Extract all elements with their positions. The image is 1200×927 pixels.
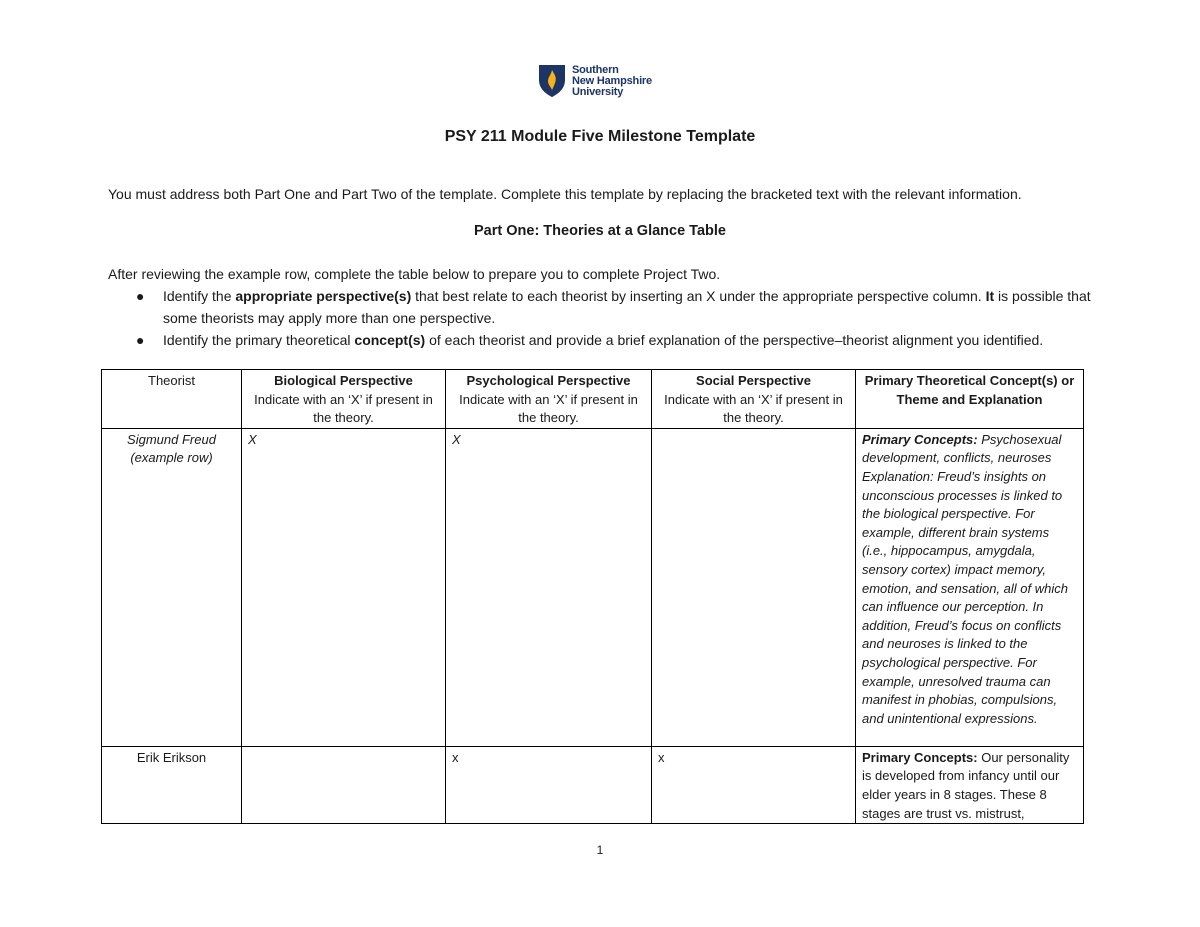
bullet-1-text-a: Identify the (163, 288, 236, 304)
psychological-cell[interactable]: X (446, 428, 652, 746)
table-header-row (102, 370, 1084, 429)
header-theorist (102, 370, 242, 429)
header-social-title: Social Perspective (696, 373, 811, 388)
part-one-heading: Part One: Theories at a Glance Table (474, 223, 726, 239)
biological-cell[interactable] (242, 746, 446, 823)
logo-line-1: Southern (572, 63, 619, 76)
theorist-cell[interactable]: Erik Erikson (102, 746, 242, 823)
bullet-1-bold-2: It (985, 288, 995, 304)
header-psychological-sub: Indicate with an ‘X’ if present in the theory. (459, 391, 638, 426)
bullet-dot-icon: ● (136, 288, 145, 304)
concept-cell[interactable] (856, 428, 1084, 746)
bullet-dot-icon: ● (136, 332, 145, 348)
instructions-lead: After reviewing the example row, complete the table below to prepare you to complete Project Two. (108, 266, 721, 282)
bullet-1-text-b: that best relate to each theorist by inserting an X under the appropriate perspective column. (411, 288, 986, 304)
concept-text: Our personality is developed from infancy until our elder years in 8 stages. These 8 stages are trust vs. mistrust, (862, 749, 1070, 821)
table-row (102, 746, 1084, 823)
concept-cell[interactable] (856, 746, 1084, 823)
header-concept (856, 370, 1084, 429)
header-biological (242, 370, 446, 429)
header-social-sub: Indicate with an ‘X’ if present in the theory. (664, 391, 843, 426)
bullet-2-text-a: Identify the primary theoretical (163, 332, 355, 348)
bullet-2-text-b: of each theorist and provide a brief explanation of the perspective–theorist alignment you identified. (425, 332, 1044, 348)
logo-line-3: University (572, 85, 624, 98)
instruction-bullet-2 (108, 329, 1098, 351)
bullet-1-text-c: is possible that some theorists may apply more than one perspective. (163, 288, 1091, 326)
theories-table (101, 369, 1084, 824)
instruction-list (108, 285, 1098, 351)
document-title: PSY 211 Module Five Milestone Template (444, 128, 756, 145)
header-psychological-title: Psychological Perspective (466, 373, 631, 388)
table-row (102, 428, 1084, 746)
social-cell[interactable] (652, 428, 856, 746)
concept-text: Psychosexual development, conflicts, neuroses Explanation: Freud’s insights on unconscious processes is linked to the biological perspective. For example, different brain systems (i.e., hippocampus, amygdala, sensory cortex) impact memory, emotion, and sensation, all of which can influence our perception. In addition, Freud’s focus on conflicts and neuroses is linked to the psychological perspective. For example, unresolved trauma can manifest in phobias, compulsions, and unintentional expressions. (862, 431, 1068, 726)
header-biological-sub: Indicate with an ‘X’ if present in the theory. (254, 391, 433, 426)
bullet-2-bold: concept(s) (354, 332, 426, 348)
page-number: 1 (596, 843, 604, 857)
header-social (652, 370, 856, 429)
university-logo (538, 64, 652, 98)
header-biological-title: Biological Perspective (274, 373, 413, 388)
psychological-cell[interactable]: x (446, 746, 652, 823)
theorist-cell[interactable]: Sigmund Freud (example row) (102, 428, 242, 746)
instruction-bullet-1 (108, 285, 1098, 329)
logo-line-2: New Hampshire (572, 74, 652, 87)
header-concept-title: Primary Theoretical Concept(s) or Theme and Explanation (864, 373, 1075, 407)
logo-wordmark (572, 65, 652, 98)
bullet-1-bold: appropriate perspective(s) (235, 288, 412, 304)
social-cell[interactable]: x (652, 746, 856, 823)
header-theorist-label: Theorist (148, 373, 195, 388)
header-psychological (446, 370, 652, 429)
concept-label: Primary Concepts: (862, 431, 978, 447)
concept-label: Primary Concepts: (862, 749, 978, 765)
shield-flame-icon (538, 64, 566, 98)
intro-paragraph: You must address both Part One and Part Two of the template. Complete this template by replacing the bracketed text with the relevant information. (108, 186, 1022, 202)
biological-cell[interactable]: X (242, 428, 446, 746)
